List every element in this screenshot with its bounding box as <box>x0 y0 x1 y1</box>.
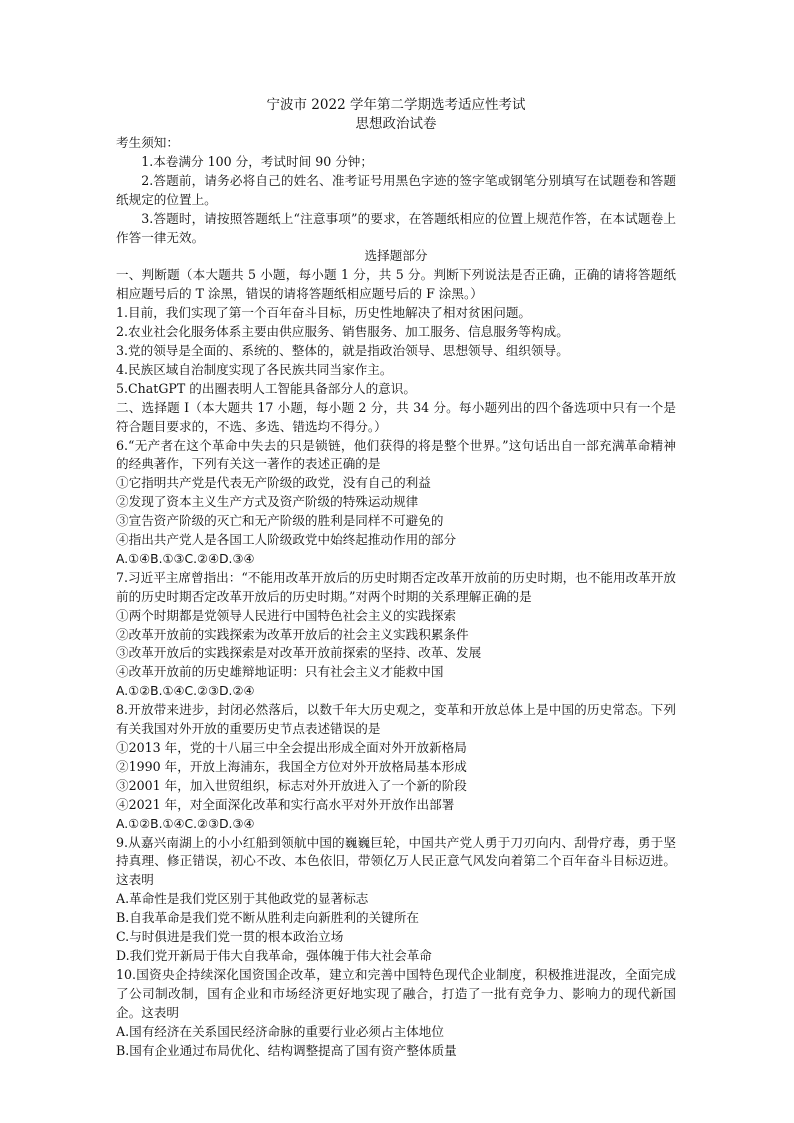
notice-item: 3.答题时，请按照答题纸上“注意事项”的要求，在答题纸相应的位置上规范作答，在本试题卷上作答一律无效。 <box>116 210 676 245</box>
exam-title: 宁波市 2022 学年第二学期选考适应性考试 <box>266 97 526 113</box>
judgement-item: 5.ChatGPT 的出圈表明人工智能具备部分人的意识。 <box>116 380 416 396</box>
question-stem: 6.“无产者在这个革命中失去的只是锁链，他们获得的将是整个世界。”这句话出自一部充满革命精神的经典著作，下列有关这一著作的表述正确的是 <box>116 437 676 472</box>
judgement-item: 2.农业社会化服务体系主要由供应服务、销售服务、加工服务、信息服务等构成。 <box>116 324 569 340</box>
question-option: ③宣告资产阶级的灭亡和无产阶级的胜利是同样不可避免的 <box>116 513 444 529</box>
section-title: 选择题部分 <box>364 248 428 264</box>
question-option: B.自我革命是我们党不断从胜利走向新胜利的关键所在 <box>116 910 419 926</box>
notice-item: 1.本卷满分 100 分，考试时间 90 分钟； <box>141 153 373 169</box>
question-stem: 7.习近平主席曾指出：“不能用改革开放后的历史时期否定改革开放前的历史时期，也不能用改革开放前的历史时期否定改革开放后的历史时期。”对两个时期的关系理解正确的是 <box>116 569 676 604</box>
question-stem: 10.国资央企持续深化国资国企改革，建立和完善中国特色现代企业制度，积极推进混改，全面完成了公司制改制，国有企业和市场经济更好地实现了融合，打造了一批有竞争力、影响力的现代新国企。这表明 <box>116 966 676 1020</box>
question-option: ②发现了资本主义生产方式及资产阶级的特殊运动规律 <box>116 494 419 510</box>
question-option: ④2021 年，对全面深化改革和实行高水平对外开放作出部署 <box>116 796 455 812</box>
question-option: ②改革开放前的实践探索为改革开放后的社会主义实践积累条件 <box>116 626 469 642</box>
answer-choices: A.①②B.①④C.②③D.③④ <box>116 816 255 831</box>
exam-subtitle: 思想政治试卷 <box>355 116 437 132</box>
exam-page <box>116 96 676 1060</box>
question-option: ④指出共产党人是各国工人阶级政党中始终起推动作用的部分 <box>116 532 457 548</box>
question-option: ①两个时期都是党领导人民进行中国特色社会主义的实践探索 <box>116 607 457 623</box>
answer-choices: A.①②B.①④C.②③D.②④ <box>116 684 255 699</box>
question-option: ①2013 年，党的十八届三中全会提出形成全面对外开放新格局 <box>116 740 467 755</box>
question-option: ③改革开放后的实践探索是对改革开放前探索的坚持、改革、发展 <box>116 645 482 661</box>
question-option: ①它指明共产党是代表无产阶级的政党，没有自己的利益 <box>116 475 431 491</box>
judgement-item: 3.党的领导是全面的、系统的、整体的，就是指政治领导、思想领导、组织领导。 <box>116 342 569 358</box>
notice-item: 2.答题前，请务必将自己的姓名、准考证号用黑色字迹的签字笔或钢笔分别填写在试题卷和答题纸规定的位置上。 <box>116 172 676 207</box>
question-option: C.与时俱进是我们党一贯的根本政治立场 <box>116 929 344 945</box>
question-option: A.革命性是我们党区别于其他政党的显著标志 <box>116 891 369 907</box>
part1-instructions: 一、判断题（本大题共 5 小题，每小题 1 分，共 5 分。判断下列说法是否正确，正确的请将答题纸相应题号后的 T 涂黑，错误的请将答题纸相应题号后的 F 涂黑。） <box>116 267 676 302</box>
judgement-item: 1.目前，我们实现了第一个百年奋斗目标，历史性地解决了相对贫困问题。 <box>116 305 532 321</box>
question-option: D.我们党开新局于伟大自我革命，强体魄于伟大社会革命 <box>116 947 432 963</box>
answer-choices: A.①④B.①③C.②④D.③④ <box>116 551 255 566</box>
question-option: ②1990 年，开放上海浦东，我国全方位对外开放格局基本形成 <box>116 758 467 774</box>
question-option: ④改革开放前的历史雄辩地证明：只有社会主义才能救中国 <box>116 664 444 680</box>
part2-instructions: 二、选择题 I（本大题共 17 小题，每小题 2 分，共 34 分。每小题列出的四个备选项中只有一个是符合题目要求的，不选、多选、错选均不得分。） <box>116 399 676 434</box>
question-option: A.国有经济在关系国民经济命脉的重要行业必须占主体地位 <box>116 1023 444 1039</box>
notice-heading: 考生须知： <box>116 135 179 150</box>
question-option: ③2001 年，加入世贸组织，标志对外开放进入了一个新的阶段 <box>116 777 467 793</box>
question-stem: 9.从嘉兴南湖上的小小红船到领航中国的巍巍巨轮，中国共产党人勇于刀刃向内、刮骨疗毒，勇于坚持真理、修正错误，初心不改、本色依旧，带领亿万人民正意气风发向着第二个百年奋斗目标迈进。这表明 <box>116 834 676 888</box>
question-stem: 8.开放带来进步，封闭必然落后，以数千年大历史观之，变革和开放总体上是中国的历史常态。下列有关我国对外开放的重要历史节点表述错误的是 <box>116 702 676 737</box>
question-option: B.国有企业通过布局优化、结构调整提高了国有资产整体质量 <box>116 1042 457 1058</box>
judgement-item: 4.民族区域自治制度实现了各民族共同当家作主。 <box>116 361 393 377</box>
